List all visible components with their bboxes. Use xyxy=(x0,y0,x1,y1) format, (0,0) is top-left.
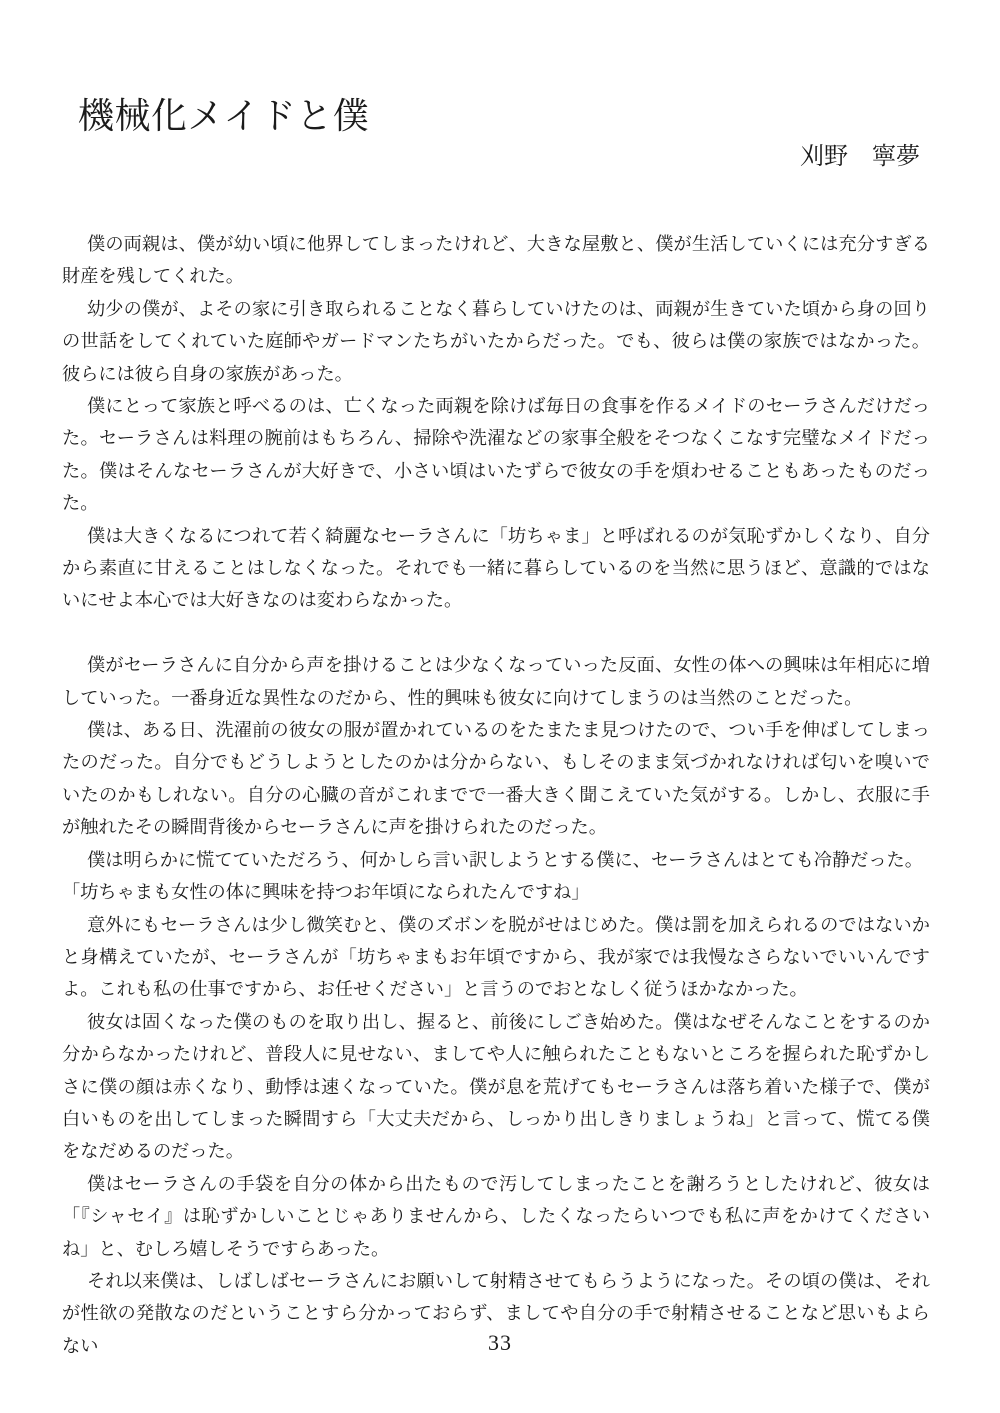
paragraph: 僕の両親は、僕が幼い頃に他界してしまったけれど、大きな屋敷と、僕が生活していくには充分すぎる財産を残してくれた。 xyxy=(62,234,930,287)
paragraph: 幼少の僕が、よその家に引き取られることなく暮らしていけたのは、両親が生きていた頃から身の回りの世話をしてくれていた庭師やガードマンたちがいたからだった。でも、彼らは僕の家族ではなかった。彼らには彼ら自身の家族があった。 xyxy=(62,298,930,384)
paragraph: 僕は明らかに慌てていただろう、何かしら言い訳しようとする僕に、セーラさんはとても冷静だった。 xyxy=(87,849,923,870)
paragraph: 僕がセーラさんに自分から声を掛けることは少なくなっていった反面、女性の体への興味は年相応に増していった。一番身近な異性なのだから、性的興味も彼女に向けてしまうのは当然のことだった。 xyxy=(62,655,930,708)
page-number: 33 xyxy=(488,1330,512,1355)
paragraph: 意外にもセーラさんは少し微笑むと、僕のズボンを脱がせはじめた。僕は罰を加えられるのではないかと身構えていたが、セーラさんが「坊ちゃまもお年頃ですから、我が家では我慢なさらないでいいんですよ。これも私の仕事ですから、お任せください」と言うのでおとなしく従うほかなかった。 xyxy=(62,914,930,1000)
paragraph: 僕は大きくなるにつれて若く綺麗なセーラさんに「坊ちゃま」と呼ばれるのが気恥ずかしくなり、自分から素直に甘えることはしなくなった。それでも一緒に暮らしているのを当然に思うほど、意識的ではないにせよ本心では大好きなのは変わらなかった。 xyxy=(62,525,930,611)
paragraph: 僕は、ある日、洗濯前の彼女の服が置かれているのをたまたま見つけたので、つい手を伸ばしてしまったのだった。自分でもどうしようとしたのかは分からない、もしそのまま気づかれなければ匂いを嗅いでいたのかもしれない。自分の心臓の音がこれまでで一番大きく聞こえていた気がする。しかし、衣服に手が触れたその瞬間背後からセーラさんに声を掛けられたのだった。 xyxy=(62,720,930,838)
paragraph: それ以来僕は、しばしばセーラさんにお願いして射精させてもらうようになった。その頃の僕は、それが性欲の発散なのだということすら分かっておらず、ましてや自分の手で射精させることなど思いもよらない xyxy=(62,1270,930,1356)
paragraph: 僕にとって家族と呼べるのは、亡くなった両親を除けば毎日の食事を作るメイドのセーラさんだけだった。セーラさんは料理の腕前はもちろん、掃除や洗濯などの家事全般をそつなくこなす完璧なメイドだった。僕はそんなセーラさんが大好きで、小さい頃はいたずらで彼女の手を煩わせることもあったものだった。 xyxy=(62,396,930,514)
page-title: 機械化メイドと僕 xyxy=(78,96,370,136)
paragraph: 僕はセーラさんの手袋を自分の体から出たもので汚してしまったことを謝ろうとしたけれど、彼女は「『シャセイ』は恥ずかしいことじゃありませんから、したくなったらいつでも私に声をかけてくださいね」と、むしろ嬉しそうですらあった。 xyxy=(62,1173,930,1259)
body-text xyxy=(62,228,930,1362)
author-name: 刈野 寧夢 xyxy=(800,144,920,170)
paragraph: 彼女は固くなった僕のものを取り出し、握ると、前後にしごき始めた。僕はなぜそんなことをするのか分からなかったけれど、普段人に見せない、ましてや人に触られたこともないところを握られた恥ずかしさに僕の顔は赤くなり、動悸は速くなっていた。僕が息を荒げてもセーラさんは落ち着いた様子で、僕が白いものを出してしまった瞬間すら「大丈夫だから、しっかり出しきりましょうね」と言って、慌てる僕をなだめるのだった。 xyxy=(62,1011,930,1162)
paragraph-dialogue: 「坊ちゃまも女性の体に興味を持つお年頃になられたんですね」 xyxy=(62,882,590,903)
